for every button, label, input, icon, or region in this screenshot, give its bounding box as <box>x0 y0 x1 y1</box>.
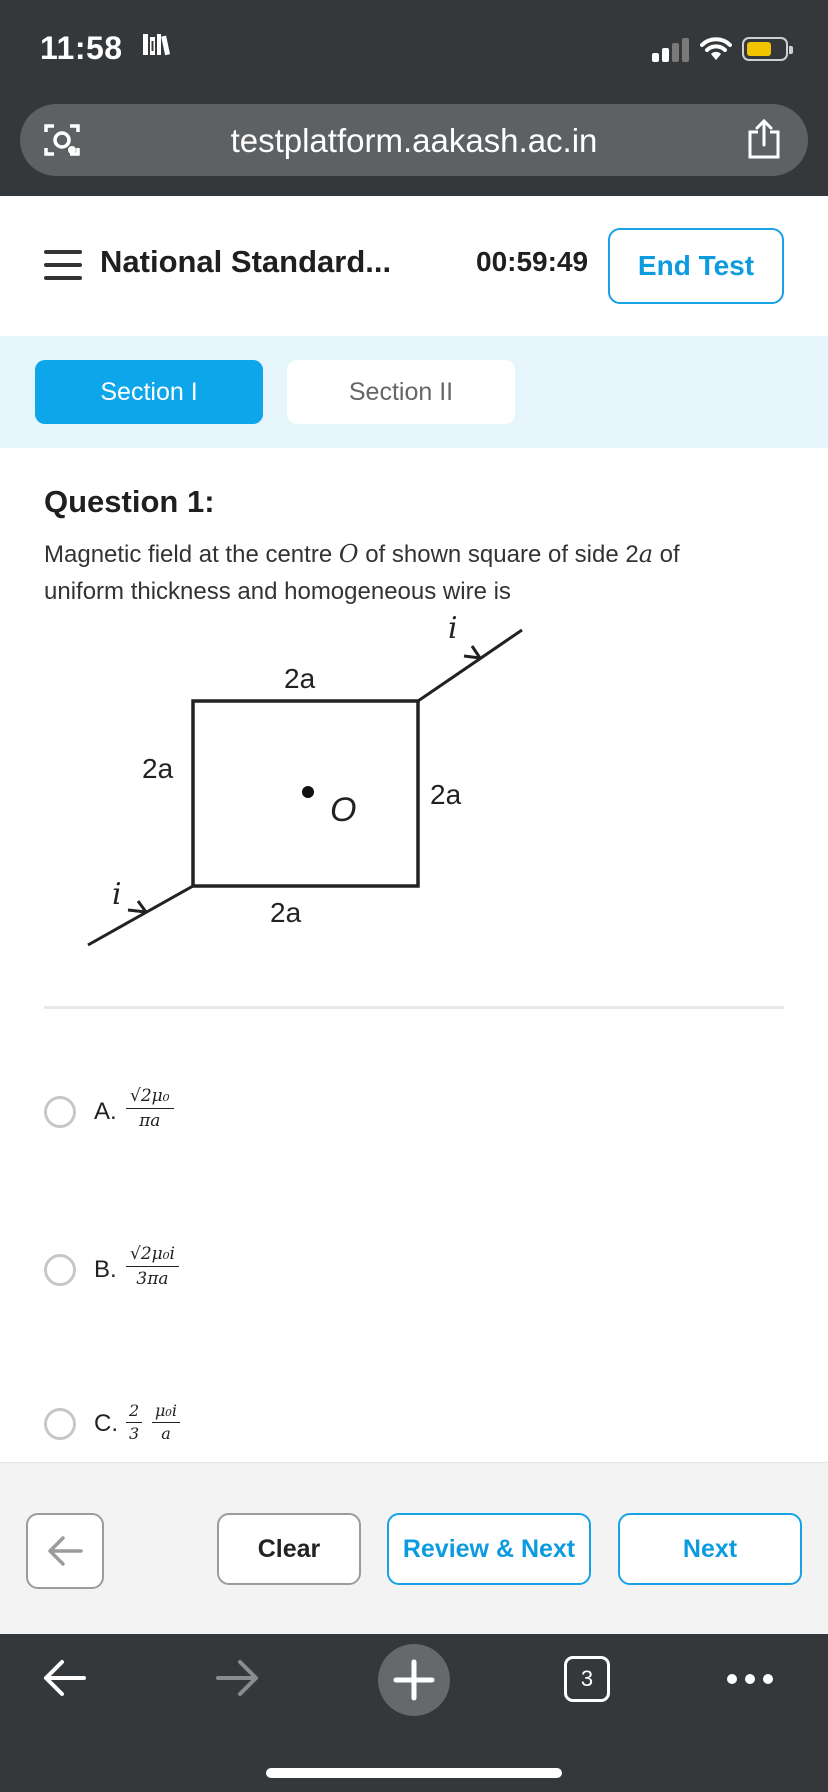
side-label-right: 2a <box>430 779 462 810</box>
share-icon[interactable] <box>746 118 782 160</box>
wifi-icon <box>700 36 732 62</box>
countdown-timer: 00:59:49 <box>476 246 589 277</box>
option-a-formula: $\frac{\text{√2μ₀}}{\pi a}$ <box>126 1084 174 1133</box>
browser-toolbar <box>0 1634 828 1792</box>
question-nav-bar <box>0 1462 828 1634</box>
question-card <box>0 448 828 1462</box>
option-c[interactable] <box>44 1396 544 1456</box>
status-time-text: 11:58 <box>40 30 123 66</box>
tab-section-2[interactable]: Section II <box>287 360 515 424</box>
option-letter: A. <box>94 1098 117 1125</box>
status-time <box>40 30 172 67</box>
option-b[interactable] <box>44 1242 544 1302</box>
tabs-button[interactable]: 3 <box>564 1656 610 1702</box>
option-letter: C. <box>94 1410 118 1437</box>
more-icon[interactable] <box>726 1672 774 1691</box>
battery-icon <box>742 37 788 61</box>
browser-forward-icon[interactable] <box>214 1656 262 1705</box>
url-text[interactable]: testplatform.aakash.ac.in <box>230 122 598 159</box>
radio-option-c[interactable] <box>44 1408 76 1440</box>
app-header <box>0 196 828 336</box>
end-test-button[interactable]: End Test <box>608 228 784 304</box>
new-tab-button[interactable] <box>378 1644 450 1716</box>
side-label-left: 2a <box>142 753 174 784</box>
plus-icon <box>378 1644 450 1716</box>
option-c-formula: $\frac{\text{μ₀i}}{a}$ <box>152 1400 180 1445</box>
clear-button[interactable]: Clear <box>217 1513 361 1585</box>
question-text: Magnetic field at the centre O of shown square of side 2a of uniform thickness and homogeneous wire is <box>44 540 680 605</box>
next-button[interactable]: Next <box>618 1513 802 1585</box>
arrow-left-icon <box>45 1533 85 1569</box>
side-label-bottom: 2a <box>270 897 302 928</box>
home-indicator <box>266 1768 562 1778</box>
option-c-coefficient: $\frac{2}{3}$ <box>126 1400 142 1445</box>
cellular-signal-icon <box>652 38 690 62</box>
side-label-top: 2a <box>284 663 316 694</box>
section-tabs <box>0 336 828 448</box>
current-label-in: i <box>112 877 122 912</box>
browser-top-chrome <box>0 0 828 196</box>
option-a[interactable] <box>44 1084 544 1144</box>
review-next-button[interactable]: Review & Next <box>387 1513 591 1585</box>
browser-back-icon[interactable] <box>40 1656 88 1705</box>
radio-option-a[interactable] <box>44 1096 76 1128</box>
option-letter: B. <box>94 1256 117 1283</box>
center-label: O <box>330 791 357 829</box>
current-label-out: i <box>448 611 458 646</box>
tab-section-1[interactable]: Section I <box>35 360 263 424</box>
books-icon <box>142 31 172 64</box>
radio-option-b[interactable] <box>44 1254 76 1286</box>
previous-question-button[interactable] <box>26 1513 104 1589</box>
test-title: National Standard... <box>100 244 392 279</box>
url-bar[interactable] <box>20 104 808 176</box>
center-point <box>302 786 314 798</box>
menu-icon[interactable] <box>44 250 82 280</box>
question-number: Question 1: <box>44 484 215 519</box>
square-loop-diagram <box>80 608 530 948</box>
divider <box>44 1006 784 1009</box>
option-b-formula: $\frac{\text{√2μ₀i}}{3\pi a}$ <box>126 1242 179 1291</box>
